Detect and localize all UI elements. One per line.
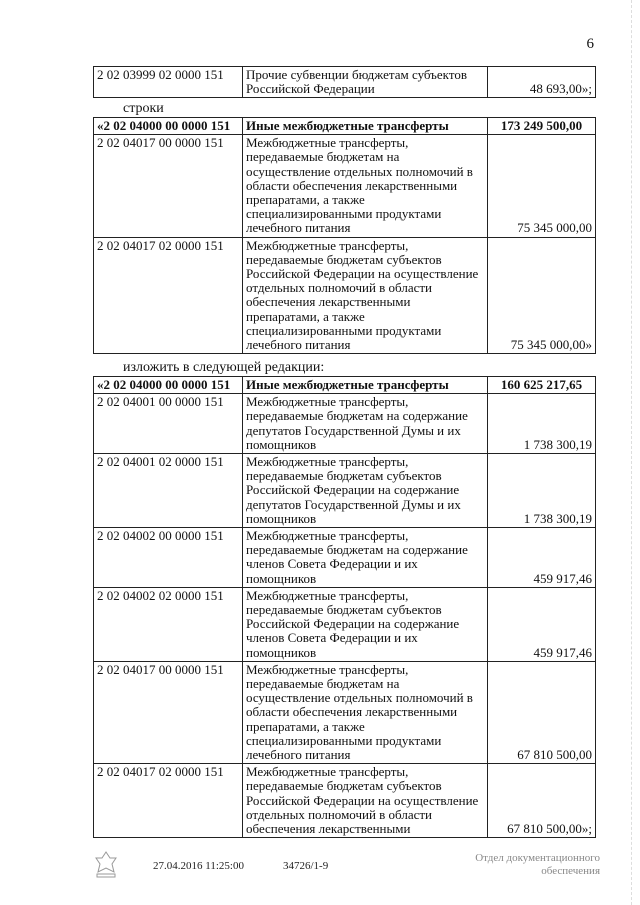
table-row — [94, 237, 596, 354]
page-number: 6 — [586, 36, 594, 52]
row-code: 2 02 03999 02 0000 151 — [94, 67, 243, 98]
row-amount: 1 738 300,19 — [488, 454, 596, 528]
row-name: Иные межбюджетные трансферты — [243, 377, 488, 394]
row-amount: 67 810 500,00 — [488, 661, 596, 763]
table-row — [94, 454, 596, 528]
row-code: 2 02 04017 00 0000 151 — [94, 661, 243, 763]
row-amount: 67 810 500,00»; — [488, 764, 596, 838]
table-row — [94, 528, 596, 588]
footer-datetime: 27.04.2016 11:25:00 — [153, 860, 244, 872]
row-name: Межбюджетные трансферты, передаваемые бюджетам на осуществление отдельных полномочий в области обеспечения лекарственными препаратами, а также специализированными продуктами лечебного питания — [243, 661, 488, 763]
row-name: Межбюджетные трансферты, передаваемые бюджетам субъектов Российской Федерации на содержание членов Совета Федерации и их помощников — [243, 587, 488, 661]
budget-table-1 — [93, 66, 596, 98]
row-code: 2 02 04017 02 0000 151 — [94, 764, 243, 838]
row-amount: 459 917,46 — [488, 587, 596, 661]
table-row — [94, 118, 596, 135]
row-amount: 1 738 300,19 — [488, 394, 596, 454]
footer-doc-number: 34726/1-9 — [283, 860, 329, 872]
table-row — [94, 67, 596, 98]
row-amount: 75 345 000,00» — [488, 237, 596, 354]
table-row — [94, 377, 596, 394]
label-new-edition: изложить в следующей редакции: — [123, 360, 325, 375]
scan-edge — [630, 0, 632, 905]
row-name: Прочие субвенции бюджетам субъектов Российской Федерации — [243, 67, 488, 98]
table-row — [94, 394, 596, 454]
footer-stamp: Отдел документационного обеспечения — [475, 852, 600, 877]
row-code: 2 02 04001 00 0000 151 — [94, 394, 243, 454]
row-name: Межбюджетные трансферты, передаваемые бюджетам на содержание членов Совета Федерации и их помощников — [243, 528, 488, 588]
row-amount: 459 917,46 — [488, 528, 596, 588]
row-name: Межбюджетные трансферты, передаваемые бюджетам субъектов Российской Федерации на содержание депутатов Государственной Думы и их помощников — [243, 454, 488, 528]
row-amount: 160 625 217,65 — [488, 377, 596, 394]
table-row — [94, 661, 596, 763]
row-name: Межбюджетные трансферты, передаваемые бюджетам на осуществление отдельных полномочий в области обеспечения лекарственными препаратами, а также специализированными продуктами лечебного питания — [243, 135, 488, 237]
table-row — [94, 764, 596, 838]
budget-table-3 — [93, 376, 596, 838]
row-amount: 75 345 000,00 — [488, 135, 596, 237]
emblem-icon — [92, 850, 120, 880]
table-row — [94, 587, 596, 661]
label-lines: строки — [123, 101, 164, 116]
row-code: 2 02 04002 00 0000 151 — [94, 528, 243, 588]
row-name: Межбюджетные трансферты, передаваемые бюджетам на содержание депутатов Государственной Думы и их помощников — [243, 394, 488, 454]
row-amount: 48 693,00»; — [488, 67, 596, 98]
row-name: Межбюджетные трансферты, передаваемые бюджетам субъектов Российской Федерации на осуществление отдельных полномочий в области обеспечения лекарственными — [243, 764, 488, 838]
row-code: 2 02 04017 02 0000 151 — [94, 237, 243, 354]
row-amount: 173 249 500,00 — [488, 118, 596, 135]
row-code: «2 02 04000 00 0000 151 — [94, 377, 243, 394]
table-row — [94, 135, 596, 237]
row-code: «2 02 04000 00 0000 151 — [94, 118, 243, 135]
row-code: 2 02 04002 02 0000 151 — [94, 587, 243, 661]
row-code: 2 02 04001 02 0000 151 — [94, 454, 243, 528]
row-code: 2 02 04017 00 0000 151 — [94, 135, 243, 237]
budget-table-2 — [93, 117, 596, 354]
row-name: Иные межбюджетные трансферты — [243, 118, 488, 135]
row-name: Межбюджетные трансферты, передаваемые бюджетам субъектов Российской Федерации на осуществление отдельных полномочий в области обеспечения лекарственными препаратами, а также специализированными продуктами лечебного питания — [243, 237, 488, 354]
